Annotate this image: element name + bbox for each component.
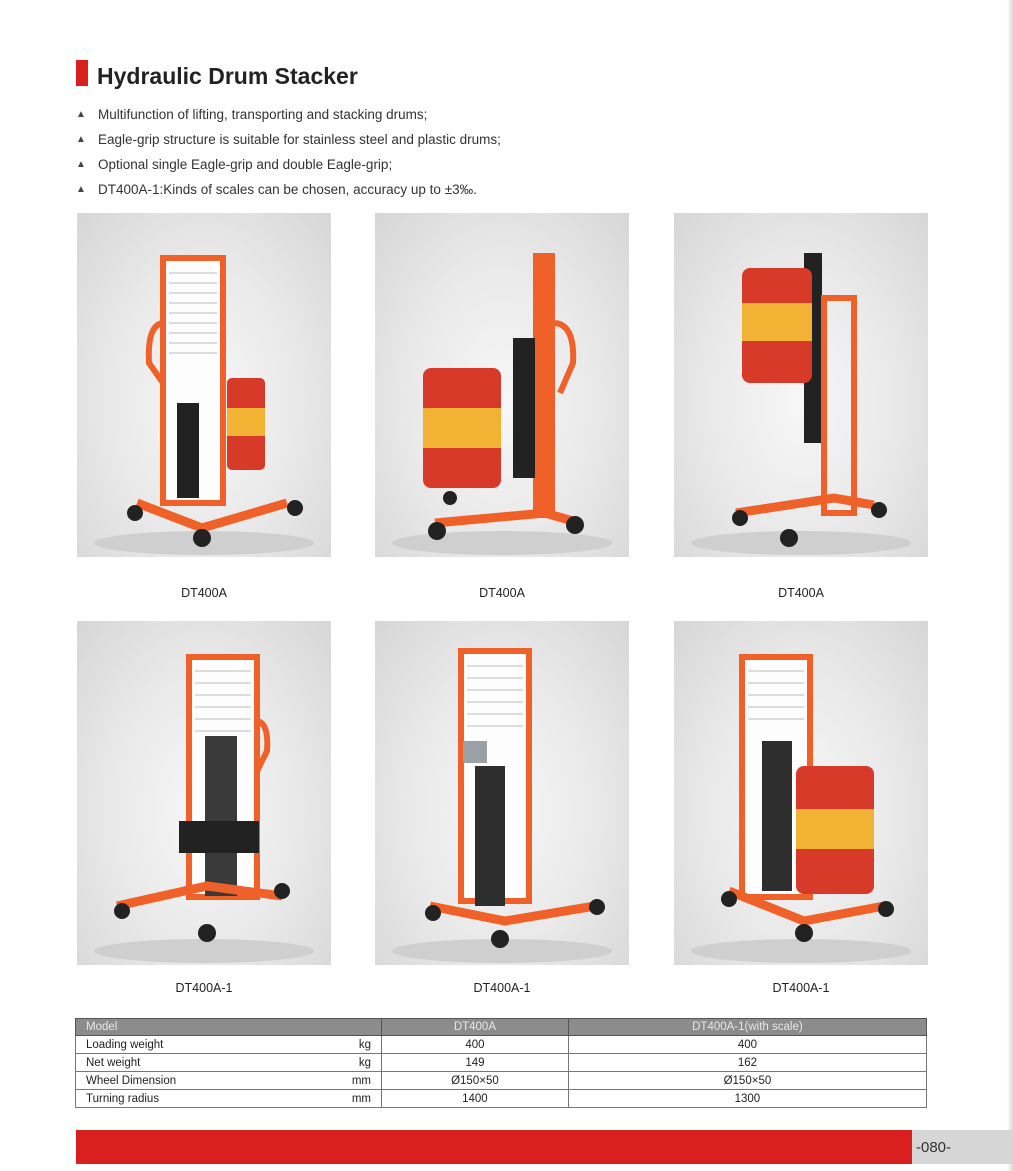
table-cell: Ø150×50 <box>382 1072 569 1090</box>
product-photo-dt400a-3 <box>674 213 928 557</box>
feature-item: ▲ DT400A-1:Kinds of scales can be chosen, accuracy up to ±3‰. <box>76 182 477 197</box>
table-row <box>76 1090 927 1108</box>
table-cell: 1300 <box>568 1090 926 1108</box>
table-cell: Ø150×50 <box>568 1072 926 1090</box>
triangle-bullet-icon: ▲ <box>76 109 86 120</box>
page-title: Hydraulic Drum Stacker <box>97 63 358 89</box>
photo-caption: DT400A-1 <box>175 981 233 995</box>
feature-list <box>76 102 501 202</box>
table-cell: 149 <box>382 1054 569 1072</box>
photo-caption: DT400A <box>181 586 227 600</box>
spec-table <box>75 1018 927 1108</box>
feature-item: ▲ Multifunction of lifting, transporting and stacking drums; <box>76 107 428 122</box>
product-photo-dt400a-1 <box>77 213 331 557</box>
triangle-bullet-icon: ▲ <box>76 184 86 195</box>
row-unit: kg <box>358 1056 371 1069</box>
table-row <box>76 1072 927 1090</box>
triangle-bullet-icon: ▲ <box>76 134 86 145</box>
feature-item: ▲ Eagle-grip structure is suitable for stainless steel and plastic drums; <box>76 132 501 147</box>
table-row <box>76 1036 927 1054</box>
page-number: -080- <box>912 1130 1013 1164</box>
product-photo-dt400a-1-variant-1 <box>77 621 331 965</box>
footer-accent-bar <box>76 1130 912 1164</box>
row-unit: mm <box>351 1092 371 1105</box>
photo-caption: DT400A-1 <box>473 981 531 995</box>
table-cell: 400 <box>568 1036 926 1054</box>
table-cell: 400 <box>382 1036 569 1054</box>
photo-caption: DT400A <box>778 586 824 600</box>
triangle-bullet-icon: ▲ <box>76 159 86 170</box>
row-label: Loading weight <box>86 1038 164 1051</box>
row-unit: mm <box>351 1074 371 1087</box>
row-label: Net weight <box>86 1056 141 1069</box>
title-accent-bar <box>76 60 88 86</box>
column-header: DT400A <box>382 1019 569 1036</box>
feature-item: ▲ Optional single Eagle-grip and double Eagle-grip; <box>76 157 393 172</box>
row-label: Wheel Dimension <box>86 1074 177 1087</box>
product-photo-dt400a-1-variant-3 <box>674 621 928 965</box>
column-header: DT400A-1(with scale) <box>568 1019 926 1036</box>
table-row <box>76 1054 927 1072</box>
product-photo-dt400a-2 <box>375 213 629 557</box>
page-edge-shadow <box>1007 0 1013 1171</box>
column-header: Model <box>76 1019 382 1036</box>
row-label: Turning radius <box>86 1092 160 1105</box>
table-header-row <box>76 1019 927 1036</box>
table-cell: 162 <box>568 1054 926 1072</box>
photo-caption: DT400A <box>479 586 525 600</box>
product-photo-dt400a-1-variant-2 <box>375 621 629 965</box>
photo-caption: DT400A-1 <box>772 981 830 995</box>
row-unit: kg <box>358 1038 371 1051</box>
table-cell: 1400 <box>382 1090 569 1108</box>
